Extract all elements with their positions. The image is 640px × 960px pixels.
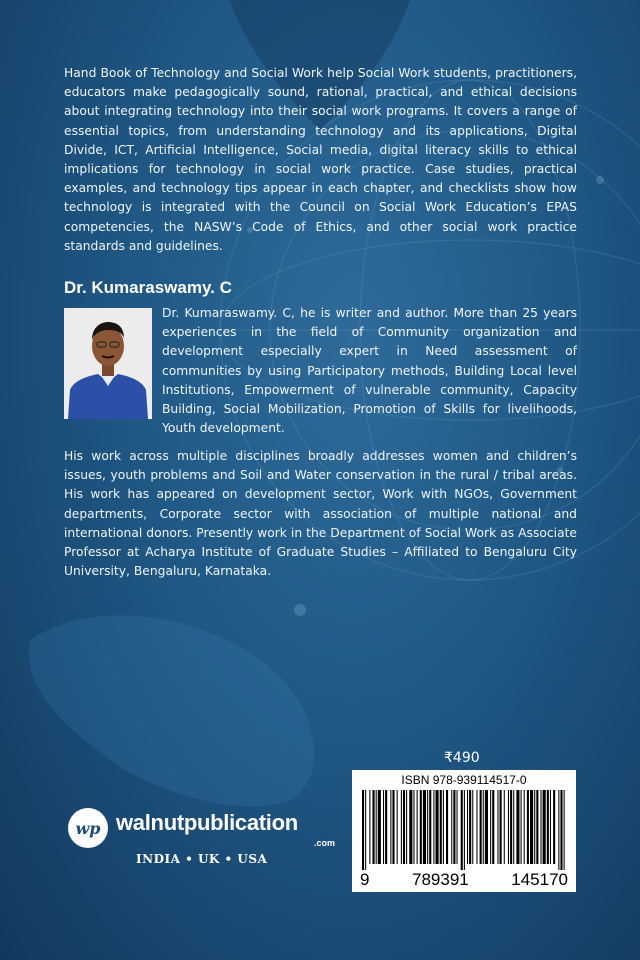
- barcode-digits: [352, 870, 576, 890]
- author-bio-intro: Dr. Kumaraswamy. C, he is writer and author. More than 25 years experiences in the field of Community organization and development especially expert in Need assessment of communities by using Participatory methods, Building Local level Institutions, Empowerment of vulnerable community, Capacity Building, Social Mobilization, Promotion of Skills for livelihoods, Youth development.: [162, 306, 577, 436]
- author-bio-continued: His work across multiple disciplines broadly addresses women and children’s issues, youth problems and Soil and Water conservation in the rural / tribal areas. His work has appeared on development sector, Work with NGOs, Government departments, Corporate sector with association of multiple national and international donors. Presently work in the Department of Social Work as Associate Professor at Acharya Institute of Graduate Studies – Affiliated to Bengaluru City University, Bengaluru, Karnataka.: [64, 449, 577, 579]
- author-name: Dr. Kumaraswamy. C: [64, 278, 232, 297]
- book-description: Hand Book of Technology and Social Work help Social Work students, practitioners, educators make pedagogically sound, rational, practical, and ethical decisions about integrating technology into their social work programs. It covers a range of essential topics, from understanding technology and its applications, Digital Divide, ICT, Artificial Intelligence, Social media, digital literacy skills to ethical implications for technology in social work practice. Case studies, practical examples, and technology tips appear in each chapter, and checklists show how technology is integrated with the Council on Social Work Education’s EPAS competencies, the NASW’s Code of Ethics, and other social work practice standards and guidelines.: [64, 66, 577, 253]
- barcode-bars: [360, 790, 568, 874]
- barcode-digit-group-left: 789391: [412, 870, 469, 889]
- isbn-label: ISBN 978-939114517-0: [401, 773, 527, 787]
- publisher-domain: .com: [314, 838, 336, 848]
- author-photo: [64, 308, 152, 419]
- barcode-digit-first: 9: [360, 870, 370, 889]
- isbn-barcode: [352, 770, 576, 892]
- walnut-publication-logo-icon: [68, 808, 108, 848]
- publisher-regions: INDIA • UK • USA: [136, 852, 268, 866]
- price-label: ₹490: [444, 750, 480, 766]
- barcode-digit-group-right: 145170: [511, 870, 568, 889]
- publisher-name: walnutpublication: [116, 810, 298, 835]
- logo-mark: wp: [75, 818, 101, 838]
